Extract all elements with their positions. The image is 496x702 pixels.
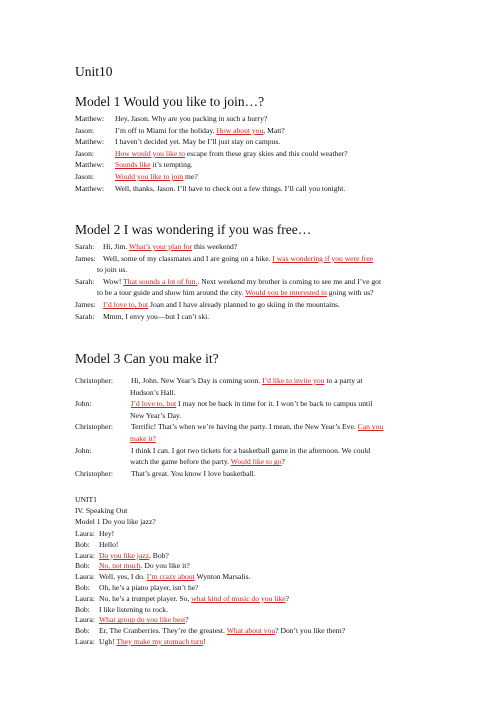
unit1-title: UNIT1 [75,495,97,504]
speaker-label: Laura: [75,637,95,646]
line-text: Hey, Jason. Why are you packing in such a hurry? [115,114,268,123]
dialogue-line [75,594,289,603]
line-text: I think I can. I got two tickets for a basketball game in the afternoon. We could [131,445,371,455]
key-phrase: Can you [357,422,384,432]
key-phrase: I’d love to, but [131,399,177,409]
line-text: going with us? [326,288,374,298]
speaker-label: Bob: [75,583,90,592]
speaker-label: Bob: [75,626,90,636]
line-text: Wynton Marsalis. [194,572,251,582]
dialogue-line [75,254,373,263]
speaker-label: Laura: [75,550,95,560]
speaker-label: Sarah: [75,311,95,321]
line-text: Well, thanks, Jason. I’ll have to check out a few things. I’ll call you tonight. [115,183,346,193]
speaker-label: James: [75,300,96,309]
speaker-label: Jason: [75,172,94,181]
dialogue-line [75,540,118,549]
line-text: escape from these gray skies and this could weather? [185,148,348,158]
line-text: Hudson’s Hall. [130,387,176,397]
line-text: to join us. [97,265,128,275]
dialogue-line [75,126,285,135]
dialogue-line [75,277,381,286]
line-text: Ugh! [99,637,117,646]
speaker-label: Christopher: [75,468,113,478]
dialogue-line [75,160,193,169]
dialogue-line [75,561,190,570]
dialogue-line [75,583,199,592]
key-phrase: Would like to go [230,457,282,467]
line-text: ? [281,457,285,467]
dialogue-line [75,137,280,146]
line-text: watch the game before the party. [130,457,231,467]
speaker-label: Laura: [75,593,95,603]
speaker-label: Matthew: [75,183,105,193]
speaker-label: Matthew: [75,114,105,123]
key-phrase: No, not much [99,561,141,571]
line-text: this weekend? [192,242,238,251]
line-text: Hi, John. New Year’s Day is coming soon. [131,376,263,385]
speaker-label: Jason: [75,148,94,158]
speaker-label: Christopher: [75,422,113,432]
dialogue-line [75,572,250,581]
dialogue-line [75,551,169,560]
line-text: Mmm, I envy you—but I can’t ski. [103,311,210,321]
key-phrase: What about you [226,626,276,636]
dialogue-line [75,265,127,274]
key-phrase: I’d like to invite you [262,376,325,385]
speaker-label: Bob: [75,561,90,571]
line-text: , Matt? [263,125,285,135]
key-phrase: I was wondering if you were free [272,253,374,263]
dialogue-line [75,288,374,297]
dialogue-line [75,114,267,123]
line-text: I may not be back in time for it. I won’t be back to campus until [176,399,373,409]
speaker-label: John: [75,445,92,455]
dialogue-line [75,615,189,624]
line-text: ? [285,593,290,603]
dialogue-line [75,529,114,538]
speaker-label: Sarah: [75,242,95,251]
model-title: Model 1 Do you like jazz? [75,517,156,526]
line-text: I’m off to Miami for the holiday. [115,125,217,135]
speaker-label: John: [75,399,92,409]
dialogue-line [75,457,285,466]
key-phrase: They make my stomach turn [116,637,204,646]
line-text: it’s tempting. [150,160,193,170]
key-phrase: make it? [130,434,156,443]
line-text: I haven’t decided yet. May be I’ll just stay on campus. [115,137,281,147]
unit-title: Unit10 [75,64,113,79]
key-phrase: what kind of music do you like [191,593,286,603]
dialogue-line [75,605,168,614]
dialogue-line [75,434,156,443]
dialogue-line [75,411,181,420]
dialogue-line [75,626,345,635]
model-heading: Model 3 Can you make it? [75,351,219,366]
speaker-label: Laura: [75,529,95,538]
dialogue-line [75,422,383,431]
key-phrase: Would you like to join [115,172,184,181]
section-title: IV. Speaking Out [75,506,128,515]
speaker-label: Jason: [75,125,94,135]
line-text: ! [203,637,206,646]
key-phrase: I’d love to, but [103,300,149,309]
key-phrase: How would you like to [115,148,186,158]
key-phrase: How about you [216,125,264,135]
speaker-label: Bob: [75,539,90,549]
model-heading: Model 2 I was wondering if you was free… [75,222,312,237]
line-text: to a party at [324,376,363,385]
line-text: Wow! [103,276,124,286]
key-phrase: Sounds like [115,160,151,170]
line-text: ? Don’t you like them? [275,626,346,636]
dialogue-line [75,446,370,455]
line-text: Er, The Cranberries. They’re the greatest. [99,626,227,636]
key-phrase: I’m crazy about [146,572,195,582]
key-phrase: What’s your plan for [129,242,193,251]
speaker-label: James: [75,253,96,263]
dialogue-line [75,399,372,408]
line-text: to be a tour guide and show him around the city. [97,288,246,298]
line-text: , Bob? [148,550,169,560]
dialogue-line [75,376,362,385]
line-text: I like listening to rock. [99,604,168,614]
key-phrase: That sounds a lot of fun. [123,276,198,286]
key-phrase: What group do you like best [99,615,186,625]
line-text: No, he’s a trumpet player. So, [99,593,192,603]
speaker-label: Laura: [75,572,95,582]
speaker-label: Bob: [75,604,90,614]
dialogue-line [75,149,348,158]
line-text: Well, some of my classmates and I are going on a hike. [103,253,273,263]
dialogue-line [75,242,237,251]
speaker-label: Laura: [75,615,95,625]
line-text: ? [185,615,189,625]
speaker-label: Sarah: [75,276,95,286]
line-text: New Year’s Day. [130,410,182,420]
line-text: Terrific! That’s when we’re having the party. I mean, the New Year’s Eve. [131,422,358,432]
line-text: . Next weekend my brother is coming to see me and I’ve got [197,276,382,286]
speaker-label: Matthew: [75,160,105,170]
line-text: Hi, Jim. [103,242,130,251]
speaker-label: Matthew: [75,137,105,147]
line-text: Hey! [99,529,115,538]
line-text: Well, yes, I do. [99,572,147,582]
key-phrase: Do you like jazz [99,550,149,560]
model-heading: Model 1 Would you like to join…? [75,94,265,109]
key-phrase: Would you be interested in [245,288,327,298]
dialogue-line [75,637,206,646]
dialogue-line [75,172,198,181]
line-text: Joan and I have already planned to go skiing in the mountains. [148,300,340,309]
line-text: Oh, he’s a piano player, isn’t he? [99,583,199,592]
dialogue-line [75,300,340,309]
line-text: me? [183,172,198,181]
dialogue-line [75,312,209,321]
dialogue-line [75,388,176,397]
dialogue-line [75,469,256,478]
dialogue-line [75,184,345,193]
line-text: Hello! [99,539,119,549]
line-text: That’s great. You know I love basketball. [131,468,256,478]
line-text: . Do you like it? [140,561,190,571]
speaker-label: Christopher: [75,376,113,385]
